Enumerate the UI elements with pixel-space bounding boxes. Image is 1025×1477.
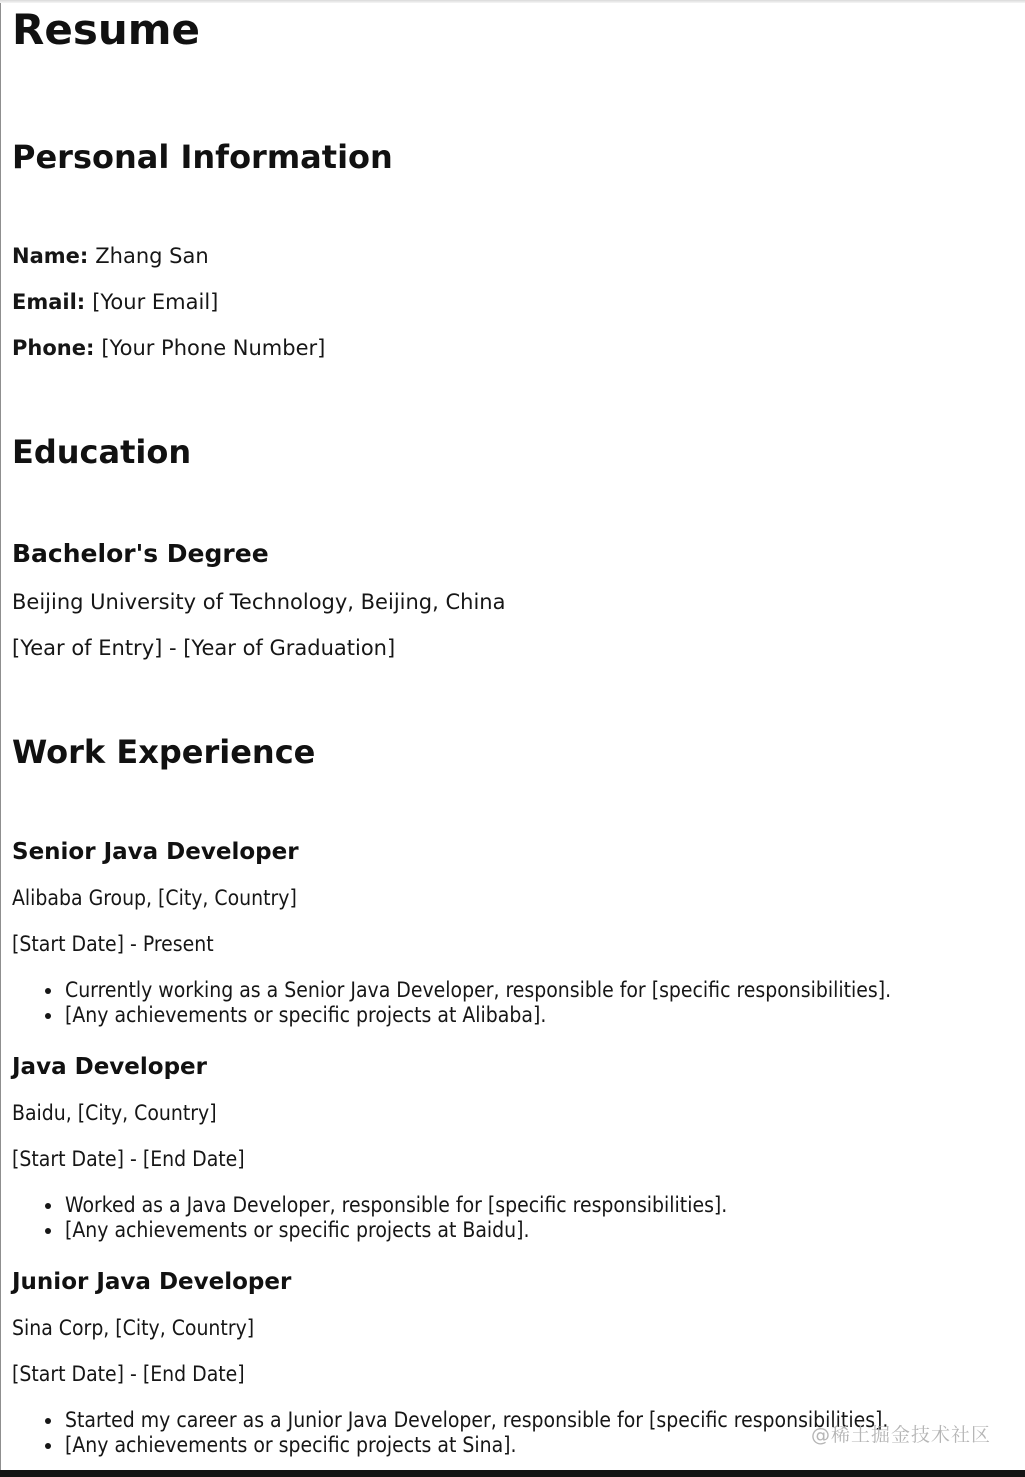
phone-value: [Your Phone Number] (101, 336, 326, 360)
personal-field-name (12, 244, 997, 269)
job-bullet: • Currently working as a Senior Java Developer, responsible for [specific responsibilities]. (64, 978, 997, 1003)
personal-field-email (12, 290, 997, 315)
job-bullet: • [Any achievements or specific projects at Baidu]. (64, 1218, 997, 1243)
phone-label: Phone: (12, 336, 95, 360)
job-bullet: • Started my career as a Junior Java Developer, responsible for [specific responsibilities]. (64, 1408, 997, 1433)
job-bullet: • [Any achievements or specific projects at Alibaba]. (64, 1003, 997, 1028)
job-dates: [Start Date] - [End Date] (12, 1362, 245, 1386)
job-company: Baidu, [City, Country] (12, 1101, 217, 1125)
education-degree: Bachelor's Degree (12, 539, 269, 568)
page-left-edge (0, 3, 1, 1470)
job-bullet: • Worked as a Java Developer, responsible for [specific responsibilities]. (64, 1193, 997, 1218)
education-school: Beijing University of Technology, Beijing, China (12, 590, 506, 614)
job-title: Junior Java Developer (12, 1269, 292, 1295)
job-bullet-list (12, 1193, 997, 1243)
section-heading-personal-information: Personal Information (12, 138, 393, 176)
education-dates: [Year of Entry] - [Year of Graduation] (12, 636, 396, 660)
job-company: Alibaba Group, [City, Country] (12, 886, 297, 910)
page-bottom-edge (0, 1470, 1025, 1477)
page-top-edge (0, 0, 1025, 3)
section-heading-work-experience: Work Experience (12, 733, 316, 771)
email-label: Email: (12, 290, 86, 314)
job-bullet: • [Any achievements or specific projects at Sina]. (64, 1433, 997, 1458)
job-company: Sina Corp, [City, Country] (12, 1316, 255, 1340)
personal-field-phone (12, 336, 997, 361)
job-title: Senior Java Developer (12, 839, 299, 865)
juejin-watermark: @稀土掘金技术社区 (810, 1424, 991, 1446)
job-dates: [Start Date] - [End Date] (12, 1147, 245, 1171)
job-bullet-list (12, 978, 997, 1028)
document-title: Resume (12, 5, 200, 54)
job-dates: [Start Date] - Present (12, 932, 214, 956)
section-heading-education: Education (12, 433, 192, 471)
name-label: Name: (12, 244, 89, 268)
name-value: Zhang San (95, 244, 209, 268)
job-title: Java Developer (12, 1054, 207, 1080)
email-value: [Your Email] (92, 290, 219, 314)
